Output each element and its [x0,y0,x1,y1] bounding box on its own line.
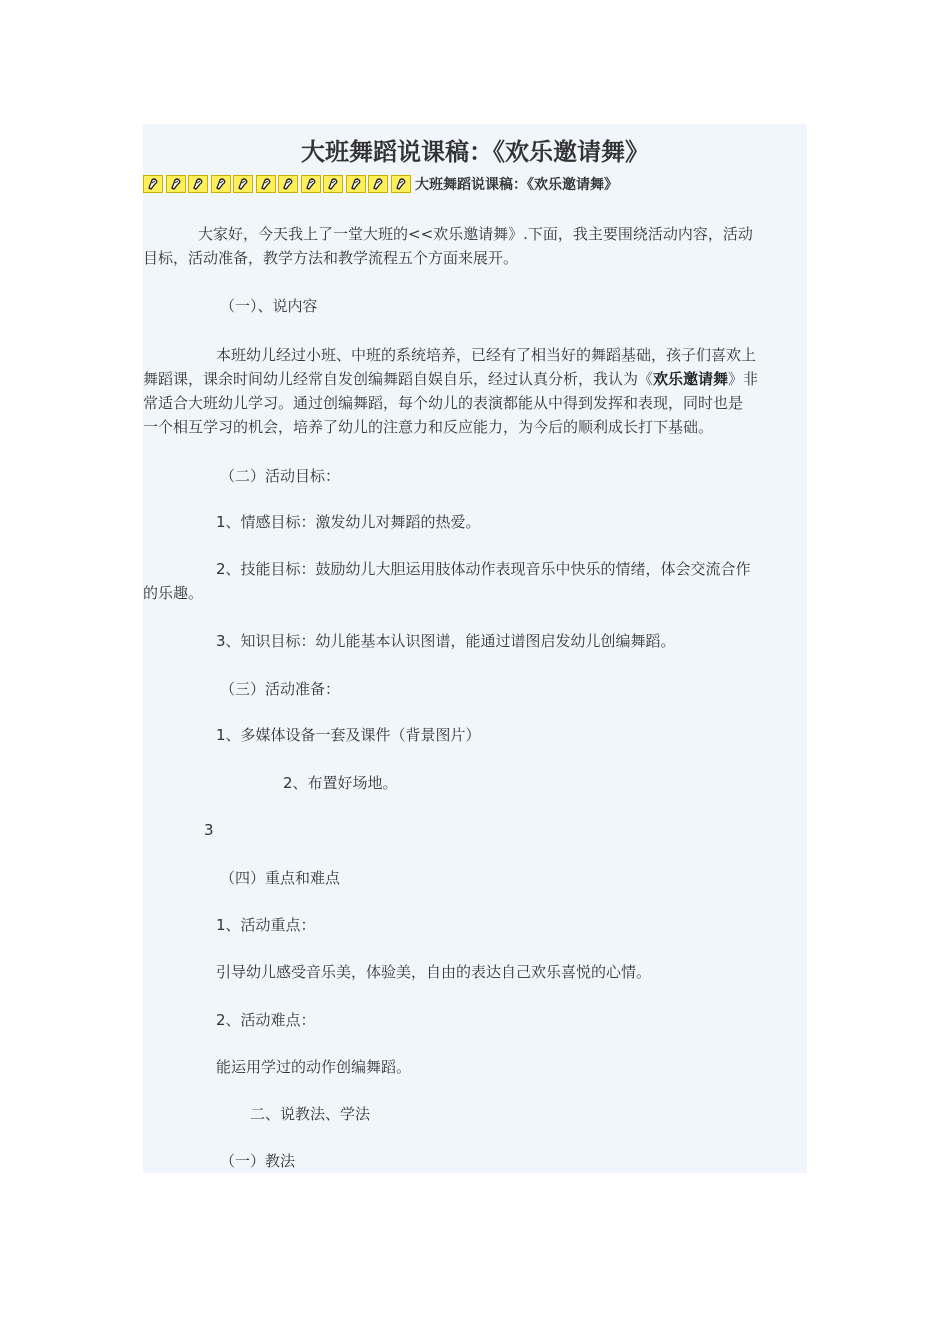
intro-line-2: 目标，活动准备，教学方法和教学流程五个方面来展开。 [143,249,519,267]
content-line-3: 常适合大班幼儿学习。通过创编舞蹈，每个幼儿的表演都能从中得到发挥和表现，同时也是 [143,394,744,412]
banner-subtitle: 大班舞蹈说课稿：《欢乐邀请舞》 [415,177,618,193]
section-heading-teaching-method: （一）教法 [220,1152,296,1170]
section-heading-content: （一）、说内容 [220,297,318,315]
key-point-1-text: 引导幼儿感受音乐美，体验美，自由的表达自己欢乐喜悦的心情。 [216,963,652,981]
goal-2-text-cont: 的乐趣。 [143,584,204,602]
key-point-1-label [143,913,880,937]
section-heading-prep: （三）活动准备： [220,680,341,698]
goal-1-text: 、情感目标：激发幼儿对舞蹈的热爱。 [225,513,481,531]
prep-1-number: 1 [216,726,226,744]
decorative-banner [143,174,618,194]
decorative-ribbon-icon [301,175,321,193]
content-line-2-post: 》非 [728,370,759,388]
content-paragraph [143,343,807,439]
decorative-ribbon-icon [256,175,276,193]
decorative-ribbon-icon [278,175,298,193]
key-point-2-title: 、活动难点： [225,1011,316,1029]
prep-2-text: 、布置好场地。 [292,774,398,792]
decorative-ribbon-icon [346,175,366,193]
decorative-ribbon-icon [166,175,186,193]
content-line-1: 本班幼儿经过小班、中班的系统培养，已经有了相当好的舞蹈基础，孩子们喜欢上 [216,346,757,364]
section-heading-key-points: （四）重点和难点 [220,869,341,887]
decorative-ribbon-icon [368,175,388,193]
key-point-2-number: 2 [216,1011,226,1029]
goal-2-text: 、技能目标：鼓励幼儿大胆运用肢体动作表现音乐中快乐的情绪，体会交流合作 [225,560,751,578]
goal-3-number: 3 [216,632,226,650]
goal-item-3 [143,629,880,653]
document-page [143,124,807,1173]
prep-2-number: 2 [283,774,293,792]
key-point-2-label [143,1008,880,1032]
key-point-2-text: 能运用学过的动作创编舞蹈。 [216,1058,412,1076]
content-line-2-pre: 舞蹈课，课余时间幼儿经常自发创编舞蹈自娱自乐，经过认真分析，我认为《 [143,370,654,388]
section-heading-methods: 二、说教法、学法 [250,1105,371,1123]
key-point-1-title: 、活动重点： [225,916,316,934]
goal-1-number: 1 [216,513,226,531]
content-line-4: 一个相互学习的机会，培养了幼儿的注意力和反应能力，为今后的顺利成长打下基础。 [143,418,714,436]
document-title: 大班舞蹈说课稿：《欢乐邀请舞》 [301,137,649,166]
prep-item-3: 3 [204,821,214,839]
intro-paragraph [143,222,807,270]
intro-line-1: 大家好，今天我上了一堂大班的<<欢乐邀请舞》.下面，我主要围绕活动内容，活动 [198,225,753,243]
prep-item-2 [143,771,947,795]
content-bold-title: 欢乐邀请舞 [653,370,729,388]
goal-item-1 [143,510,880,534]
section-heading-goals: （二）活动目标： [220,467,341,485]
key-point-1-number: 1 [216,916,226,934]
goal-3-text: 、知识目标：幼儿能基本认识图谱，能通过谱图启发幼儿创编舞蹈。 [225,632,676,650]
prep-item-1 [143,723,880,747]
goal-item-2 [143,557,807,605]
goal-2-number: 2 [216,560,226,578]
decorative-ribbon-icon [211,175,231,193]
decorative-ribbon-icon [323,175,343,193]
decorative-ribbon-icon [233,175,253,193]
decorative-ribbon-icon [143,175,163,193]
decorative-ribbon-icon [188,175,208,193]
ribbon-icon-row [143,175,413,193]
prep-1-text: 、多媒体设备一套及课件（背景图片） [225,726,481,744]
decorative-ribbon-icon [391,175,411,193]
